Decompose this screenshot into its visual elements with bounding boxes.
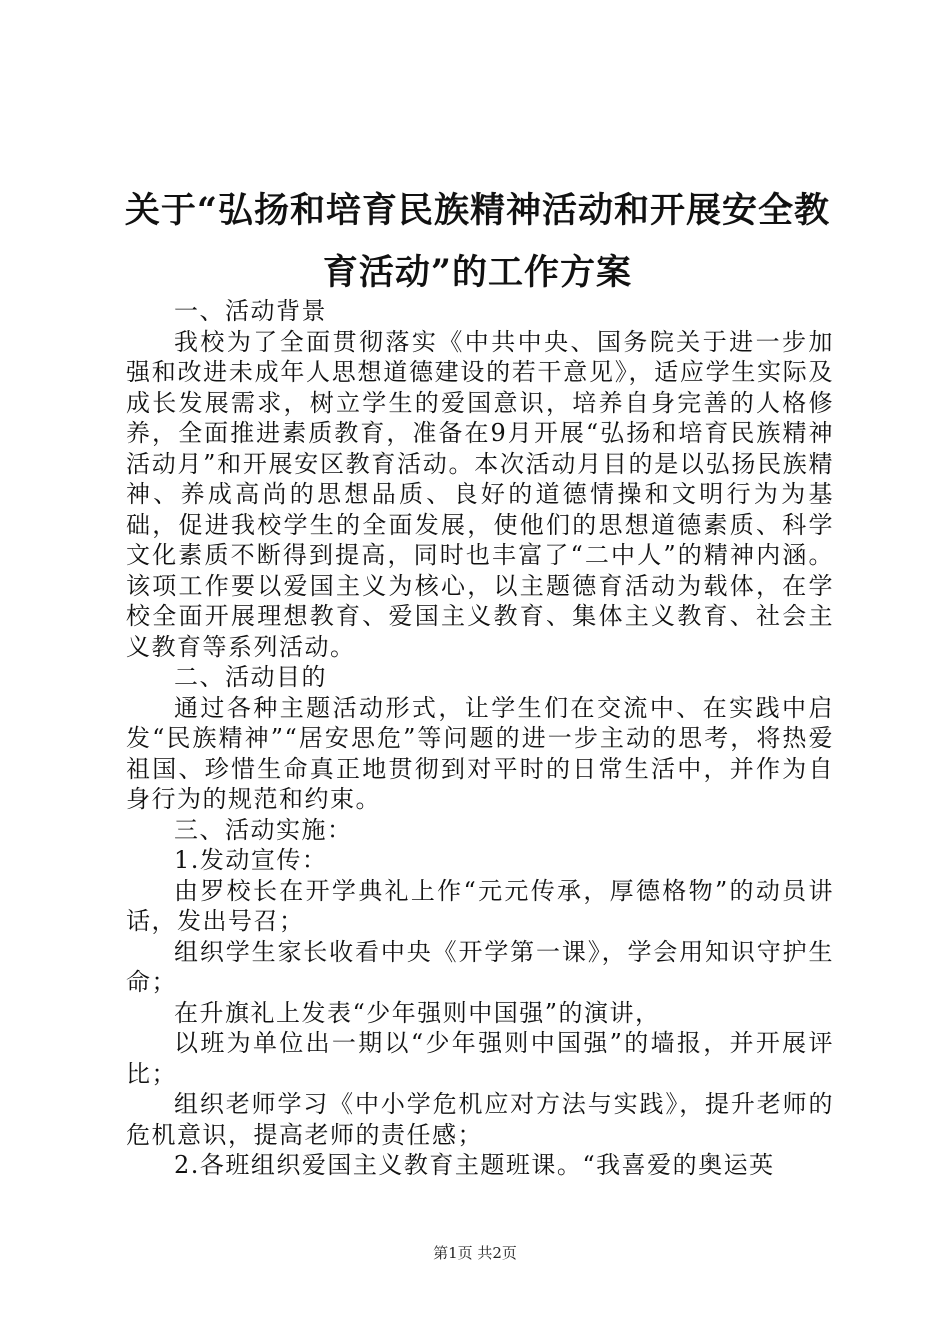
paragraph-first-lesson: 组织学生家长收看中央《开学第一课》，学会用知识守护生命； (126, 937, 834, 996)
paragraph-speech: 由罗校长在开学典礼上作“元元传承，厚德格物”的动员讲话，发出号召； (126, 876, 834, 935)
paragraph-background: 我校为了全面贯彻落实《中共中央、国务院关于进一步加强和改进未成年人思想道德建设的若干意见》，适应学生实际及成长发展需求，树立学生的爱国意识，培养自身完善的人格修养，全面推进素质教育，准备在9月开展“弘扬和培育民族精神活动月”和开展安区教育活动。本次活动月目的是以弘扬民族精神、养成高尚的思想品质、良好的道德情操和文明行为为基础，促进我校学生的全面发展，使他们的思想道德素质、科学文化素质不断得到提高，同时也丰富了“二中人”的精神内涵。该项工作要以爱国主义为核心，以主题德育活动为载体，在学校全面开展理想教育、爱国主义教育、集体主义教育、社会主义教育等系列活动。 (126, 327, 834, 661)
paragraph-flag-ceremony: 在升旗礼上发表“少年强则中国强”的演讲， (174, 998, 661, 1027)
document-body (126, 296, 834, 1181)
document-title (120, 180, 835, 304)
subheading-mobilize: 1.发动宣传： (174, 846, 328, 874)
title-line-2: 育活动”的工作方案 (322, 252, 633, 293)
section-heading-purpose: 二、活动目的 (174, 663, 327, 691)
paragraph-class-meeting: 2.各班组织爱国主义教育主题班课。“我喜爱的奥运英 (174, 1151, 775, 1179)
page-footer: 第1页 共2页 (433, 1244, 517, 1262)
paragraph-wall-newspaper: 以班为单位出一期以“少年强则中国强”的墙报，并开展评比； (126, 1029, 834, 1088)
section-heading-background: 一、活动背景 (174, 297, 327, 325)
paragraph-purpose: 通过各种主题活动形式，让学生们在交流中、在实践中启发“民族精神”“居安思危”等问题的进一步主动的思考，将热爱祖国、珍惜生命真正地贯彻到对平时的日常生活中，并作为自身行为的规范和约束。 (126, 693, 834, 813)
title-line-1: 关于“弘扬和培育民族精神活动和开展安全教 (124, 190, 831, 231)
paragraph-teacher-study: 组织老师学习《中小学危机应对方法与实践》，提升老师的危机意识，提高老师的责任感； (126, 1090, 834, 1149)
section-heading-implementation: 三、活动实施： (174, 815, 353, 844)
